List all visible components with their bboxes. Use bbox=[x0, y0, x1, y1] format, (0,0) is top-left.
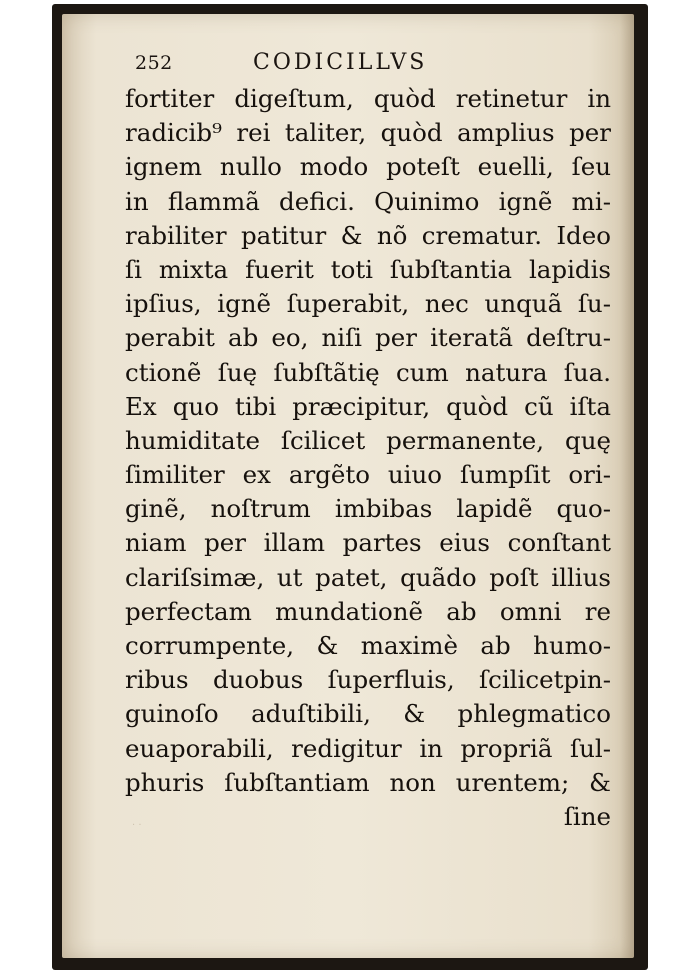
text-line: ctionẽ ſuę ſubſtãtię cum natura ſua. bbox=[125, 357, 611, 387]
page-number: 252 bbox=[135, 52, 173, 74]
text-line: rabiliter patitur & nõ crematur. Ideo bbox=[125, 220, 611, 250]
text-line: ribus duobus ſuperfluis, ſcilicetpin- bbox=[125, 665, 611, 695]
text-line: ignem nullo modo poteſt euelli, ſeu bbox=[125, 152, 611, 182]
text-line: clariſsimæ, ut patet, quãdo poſt illius bbox=[125, 562, 611, 592]
text-line: fortiter digeſtum, quòd retinetur in bbox=[125, 84, 611, 113]
text-line: perabit ab eo, niſi per iteratã deſtru- bbox=[125, 323, 611, 353]
page-edge-shading bbox=[620, 14, 634, 958]
text-line: ſimiliter ex argẽto uiuo ſumpſit ori- bbox=[125, 460, 611, 490]
text-line: ipſius, ignẽ ſuperabit, nec unquã ſu- bbox=[125, 289, 611, 319]
text-line: Ex quo tibi præcipitur, quòd cũ iſta bbox=[125, 391, 611, 421]
text-line: perfectam mundationẽ ab omni re bbox=[125, 596, 611, 626]
text-line: ginẽ, noſtrum imbibas lapidẽ quo- bbox=[125, 494, 611, 524]
text-line: ſi mixta fuerit toti ſubſtantia lapidis bbox=[125, 254, 611, 284]
text-line: euaporabili, redigitur in propriã ſul- bbox=[125, 733, 611, 763]
text-line: guinoſo aduſtibili, & phlegmatico bbox=[125, 699, 611, 729]
running-head bbox=[135, 50, 565, 80]
text-line: in flammã defici. Quinimo ignẽ mi- bbox=[125, 186, 611, 216]
text-line: radicib⁹ rei taliter, quòd amplius per bbox=[125, 118, 611, 148]
text-line: phuris ſubſtantiam non urentem; & bbox=[125, 767, 611, 797]
running-title: CODICILLVS bbox=[253, 50, 428, 75]
ink-speck-mark: · · bbox=[132, 820, 142, 831]
body-text bbox=[125, 82, 611, 834]
text-line: niam per illam partes eius conſtant bbox=[125, 528, 611, 558]
catchword: ſine bbox=[563, 801, 611, 831]
text-line: humiditate ſcilicet permanente, quę bbox=[125, 425, 611, 455]
text-line: corrumpente, & maximè ab humo- bbox=[125, 631, 611, 660]
